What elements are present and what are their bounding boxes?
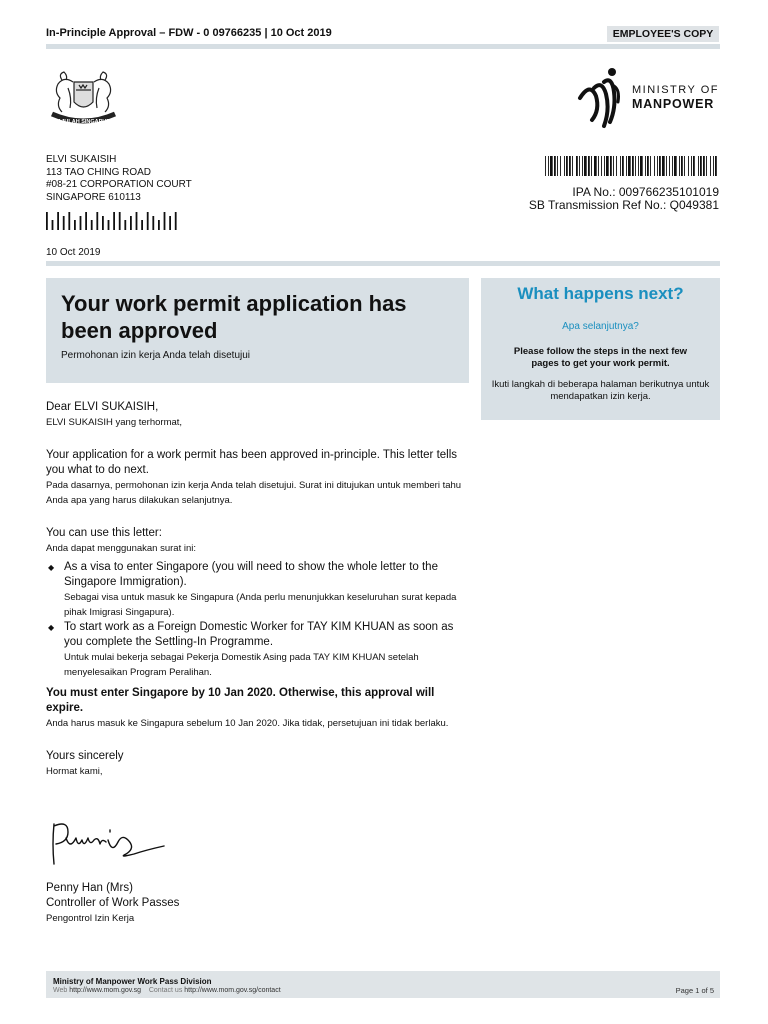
next-steps-panel	[481, 278, 720, 420]
logo-line-1: MINISTRY OF	[632, 84, 719, 96]
list-item	[46, 560, 470, 620]
page-title: Your work permit application has been approved	[61, 291, 407, 343]
address-line: SINGAPORE 610113	[46, 191, 141, 203]
page-subtitle: Permohonan izin kerja Anda telah disetujui	[61, 350, 251, 361]
address-line: 113 TAO CHING ROAD	[46, 166, 152, 178]
next-steps-instruction-translation: Ikuti langkah di beberapa halaman berikutnya untuk mendapatkan izin kerja.	[491, 379, 710, 402]
signature-image	[46, 814, 171, 874]
next-steps-title: What happens next?	[517, 284, 684, 303]
usage-intro: You can use this letter:	[46, 527, 162, 539]
signer-block	[46, 881, 346, 926]
page-number: Page 1 of 5	[675, 986, 714, 995]
closing-translation: Hormat kami,	[46, 766, 103, 777]
footer-links	[53, 987, 281, 994]
page-footer	[46, 971, 720, 998]
signer-title: Controller of Work Passes	[46, 897, 180, 909]
web-label: Web	[53, 987, 68, 994]
ministry-logo-text	[632, 83, 719, 111]
paragraph-approval-translation: Pada dasarnya, permohonan izin kerja Anda telah disetujui. Surat ini ditujukan untuk memberi tahu Anda apa yang harus dilakukan selanjutnya.	[46, 480, 462, 506]
postal-barcode-icon	[46, 212, 181, 230]
web-link[interactable]: http://www.mom.gov.sg	[69, 987, 142, 994]
usage-intro-translation: Anda dapat menggunakan surat ini:	[46, 543, 196, 554]
next-steps-instruction: Please follow the steps in the next few pages to get your work permit.	[513, 346, 688, 369]
greeting: Dear ELVI SUKAISIH,	[46, 401, 159, 413]
recipient-address	[46, 154, 192, 204]
bullet-text: As a visa to enter Singapore (you will need to show the whole letter to the Singapore Immigration).	[64, 561, 438, 588]
bullet-text: To start work as a Foreign Domestic Worker for TAY KIM KHUAN as soon as you complete the Settling-In Programme.	[64, 621, 454, 648]
letter-body	[46, 400, 470, 779]
section-divider	[46, 261, 720, 266]
approval-banner	[46, 278, 469, 383]
closing: Yours sincerely	[46, 750, 124, 762]
bullet-text-translation: Sebagai visa untuk masuk ke Singapura (Anda perlu menunjukkan keseluruhan surat kepada pihak Imigrasi Singapura).	[64, 592, 457, 618]
address-line: ELVI SUKAISIH	[46, 154, 117, 165]
header-divider	[46, 44, 720, 49]
ipa-number: IPA No.: 009766235101019	[572, 185, 719, 199]
bullet-icon: ◆	[48, 623, 55, 632]
paragraph-approval: Your application for a work permit has been approved in-principle. This letter tells you what to do next.	[46, 449, 458, 476]
entry-deadline: You must enter Singapore by 10 Jan 2020. Otherwise, this approval will expire.	[46, 687, 435, 714]
document-header-title: In-Principle Approval – FDW - 0 09766235 | 10 Oct 2019	[46, 27, 332, 39]
signer-title-translation: Pengontrol Izin Kerja	[46, 913, 135, 924]
letter-date: 10 Oct 2019	[46, 247, 101, 258]
reference-numbers	[529, 186, 719, 212]
barcode-icon	[545, 156, 719, 176]
employee-copy-badge: EMPLOYEE'S COPY	[607, 26, 719, 42]
signer-name: Penny Han (Mrs)	[46, 882, 133, 894]
bullet-icon: ◆	[48, 563, 55, 572]
next-steps-title-translation: Apa selanjutnya?	[562, 321, 639, 332]
logo-line-2: MANPOWER	[632, 97, 715, 111]
address-line: #08-21 CORPORATION COURT	[46, 179, 192, 190]
crest-motto: MAJULAH SINGAPURA	[52, 119, 115, 125]
list-item	[46, 620, 470, 680]
singapore-coat-of-arms-icon	[46, 68, 121, 130]
sb-transmission-ref: SB Transmission Ref No.: Q049381	[528, 198, 719, 212]
contact-label: Contact us	[148, 987, 183, 994]
contact-link[interactable]: http://www.mom.gov.sg/contact	[184, 987, 281, 994]
greeting-translation: ELVI SUKAISIH yang terhormat,	[46, 417, 183, 428]
entry-deadline-translation: Anda harus masuk ke Singapura sebelum 10 Jan 2020. Jika tidak, persetujuan ini tidak berlaku.	[46, 718, 449, 729]
bullet-text-translation: Untuk mulai bekerja sebagai Pekerja Domestik Asing pada TAY KIM KHUAN setelah menyelesaikan Program Peralihan.	[64, 652, 419, 678]
footer-organization: Ministry of Manpower Work Pass Division	[53, 977, 212, 986]
